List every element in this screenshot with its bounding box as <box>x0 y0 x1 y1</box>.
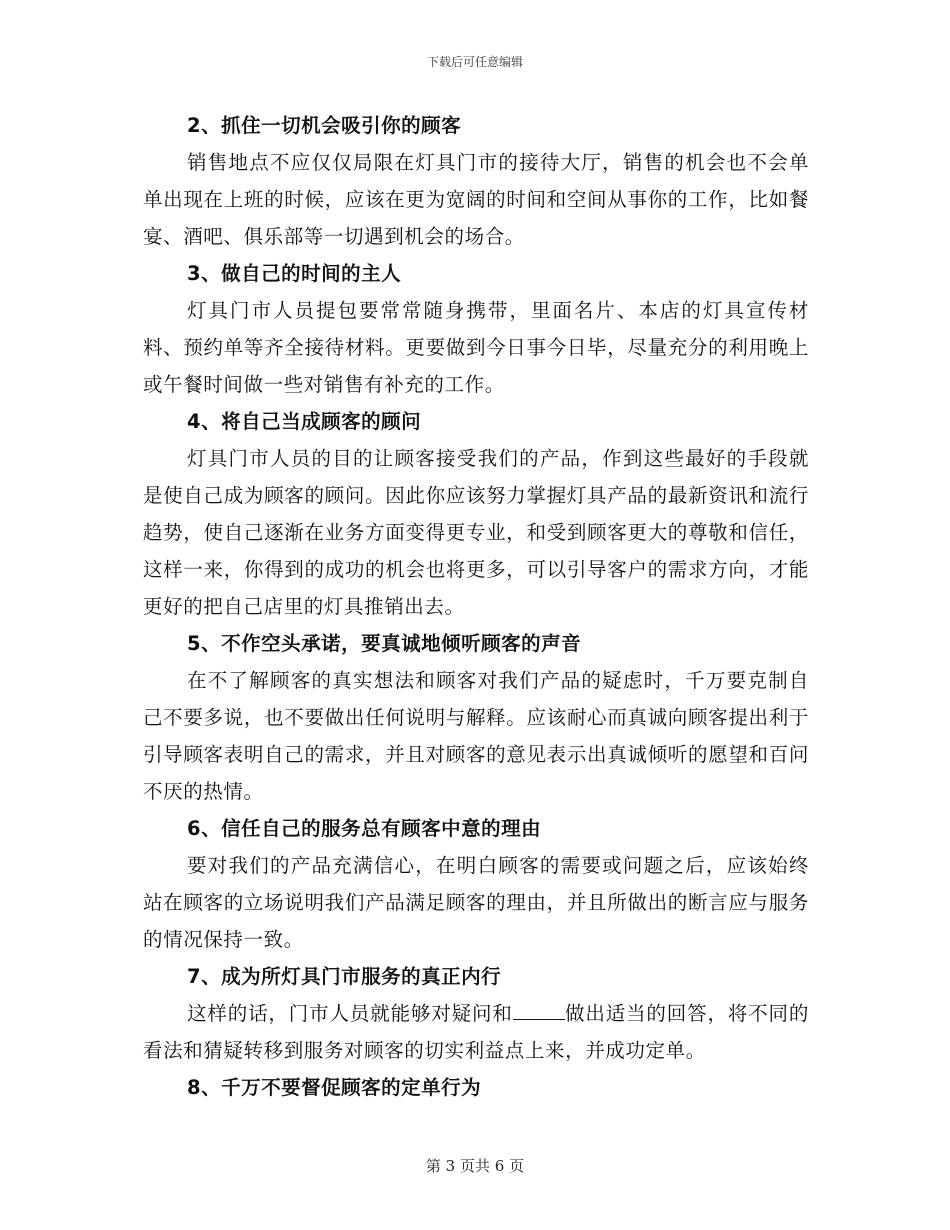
section-paragraph-3: 灯具门市人员提包要常常随身携带，里面名片、本店的灯具宣传材料、预约单等齐全接待材料。更要做到今日事今日毕，尽量充分的利用晚上或午餐时间做一些对销售有补充的工作。 <box>143 299 809 396</box>
fill-in-blank-line <box>513 1001 565 1020</box>
section-heading-8: 8、千万不要督促顾客的定单行为 <box>187 1076 482 1099</box>
paragraph-text-after-blank: 做出适当的回答，将不同的看法和猜疑转移到服务对顾客的切实利益点上来，并成功定单。 <box>143 1002 809 1062</box>
section-paragraph-6: 要对我们的产品充满信心，在明白顾客的需要或问题之后，应该始终站在顾客的立场说明我们产品满足顾客的理由，并且所做出的断言应与服务的情况保持一致。 <box>143 854 809 951</box>
section-heading-3: 3、做自己的时间的主人 <box>187 262 402 285</box>
section-paragraph-7 <box>143 995 809 1069</box>
page-number-footer: 第 3 页共 6 页 <box>425 1157 525 1175</box>
section-paragraph-4: 灯具门市人员的目的让顾客接受我们的产品，作到这些最好的手段就是使自己成为顾客的顾问。因此你应该努力掌握灯具产品的最新资讯和流行趋势，使自己逐渐在业务方面变得更专业，和受到顾客更大的尊敬和信任，这样一来，你得到的成功的机会也将更多，可以引导客户的需求方向，才能更好的把自己店里的灯具推销出去。 <box>143 447 809 618</box>
page-header-note: 下载后可任意编辑 <box>426 55 523 69</box>
paragraph-text-before-blank: 这样的话，门市人员就能够对疑问和 <box>187 1002 513 1025</box>
section-paragraph-2: 销售地点不应仅仅局限在灯具门市的接待大厅，销售的机会也不会单单出现在上班的时候，应该在更为宽阔的时间和空间从事你的工作，比如餐宴、酒吧、俱乐部等一切遇到机会的场合。 <box>143 151 809 248</box>
section-heading-4: 4、将自己当成顾客的顾问 <box>187 410 422 433</box>
document-body <box>143 107 809 1106</box>
section-heading-5: 5、不作空头承诺，要真诚地倾听顾客的声音 <box>187 632 582 655</box>
section-heading-7: 7、成为所灯具门市服务的真正内行 <box>187 965 502 988</box>
section-paragraph-5: 在不了解顾客的真实想法和顾客对我们产品的疑虑时，千万要克制自己不要多说，也不要做出任何说明与解释。应该耐心而真诚向顾客提出利于引导顾客表明自己的需求，并且对顾客的意见表示出真诚倾听的愿望和百问不厌的热情。 <box>143 669 809 803</box>
section-heading-2: 2、抓住一切机会吸引你的顾客 <box>187 114 462 137</box>
section-heading-6: 6、信任自己的服务总有顾客中意的理由 <box>187 817 542 840</box>
